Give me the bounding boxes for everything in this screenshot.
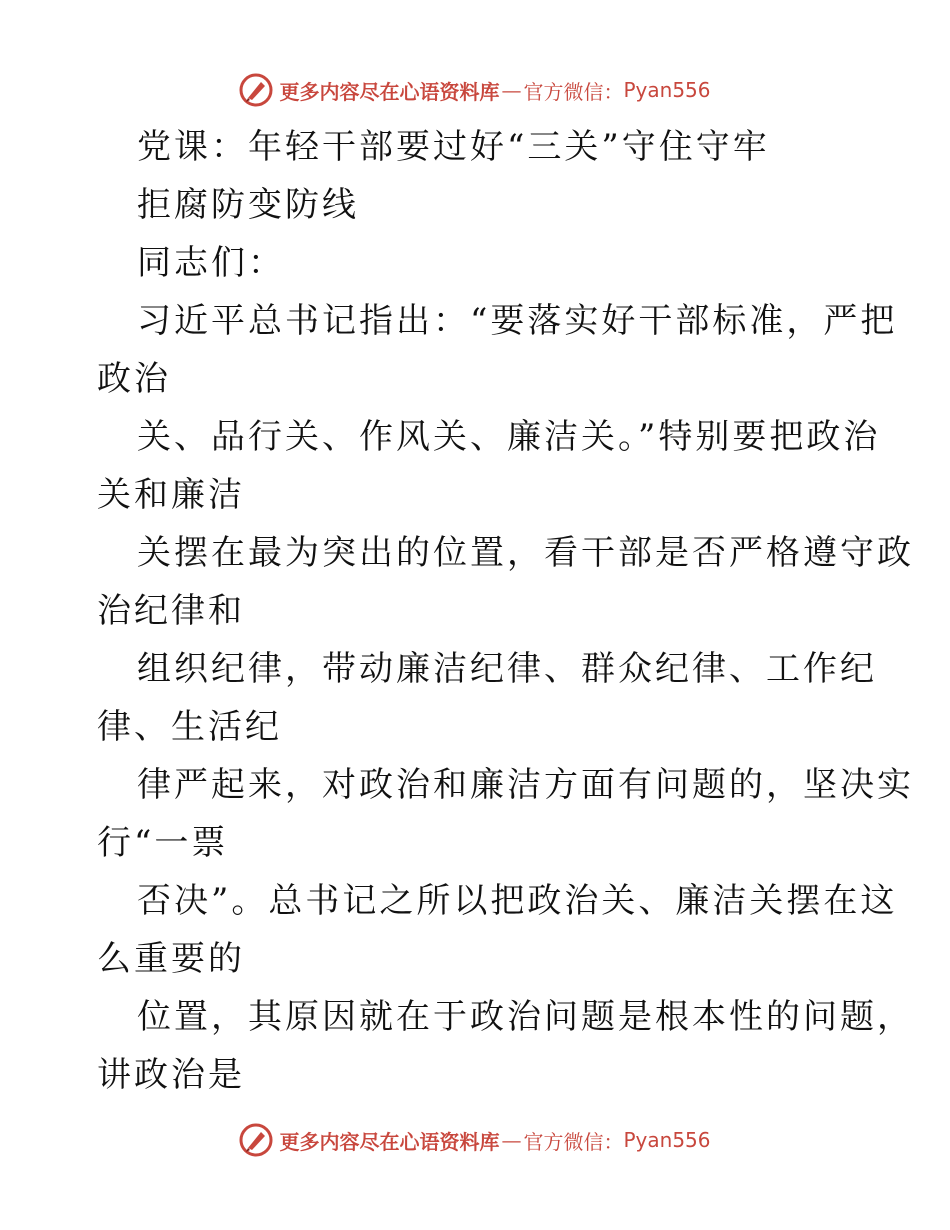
text-line: 否决”。总书记之所以把政治关、廉洁关摆在这 [137, 881, 898, 921]
text-line: 党课：年轻干部要过好“三关”守住守牢 [137, 127, 770, 167]
watermark-official: 官方微信： [523, 79, 624, 104]
text-line: 拒腐防变防线 [137, 185, 359, 225]
document-body [97, 118, 914, 1104]
watermark-brand: 更多内容尽在心语资料库 [279, 1129, 500, 1154]
text-line: 关、品行关、作风关、廉洁关。”特别要把政治 [137, 417, 881, 457]
watermark-official: 官方微信： [523, 1129, 624, 1154]
text-line: 行“一票 [97, 823, 229, 863]
watermark-dash: — [501, 1128, 522, 1152]
text-line: 律、生活纪 [97, 707, 282, 747]
text-line: 习近平总书记指出：“要落实好干部标准，严把 [137, 301, 898, 341]
text-line: 么重要的 [97, 939, 245, 979]
header-watermark [0, 70, 950, 110]
text-line: 同志们： [137, 243, 285, 283]
text-line: 讲政治是 [97, 1055, 245, 1095]
text-line: 关和廉洁 [97, 475, 245, 515]
footer-watermark [0, 1120, 950, 1160]
text-line: 治纪律和 [97, 591, 245, 631]
pen-logo-icon [239, 73, 273, 107]
watermark-id: Pyan556 [623, 78, 711, 102]
watermark-brand: 更多内容尽在心语资料库 [279, 79, 500, 104]
text-line: 关摆在最为突出的位置，看干部是否严格遵守政 [137, 533, 914, 573]
text-line: 位置，其原因就在于政治问题是根本性的问题， [137, 997, 914, 1037]
text-line: 政治 [97, 359, 171, 399]
watermark-id: Pyan556 [623, 1128, 711, 1152]
pen-logo-icon [239, 1123, 273, 1157]
text-line: 律严起来，对政治和廉洁方面有问题的，坚决实 [137, 765, 914, 805]
watermark-dash: — [501, 78, 522, 102]
text-line: 组织纪律，带动廉洁纪律、群众纪律、工作纪 [137, 649, 877, 689]
